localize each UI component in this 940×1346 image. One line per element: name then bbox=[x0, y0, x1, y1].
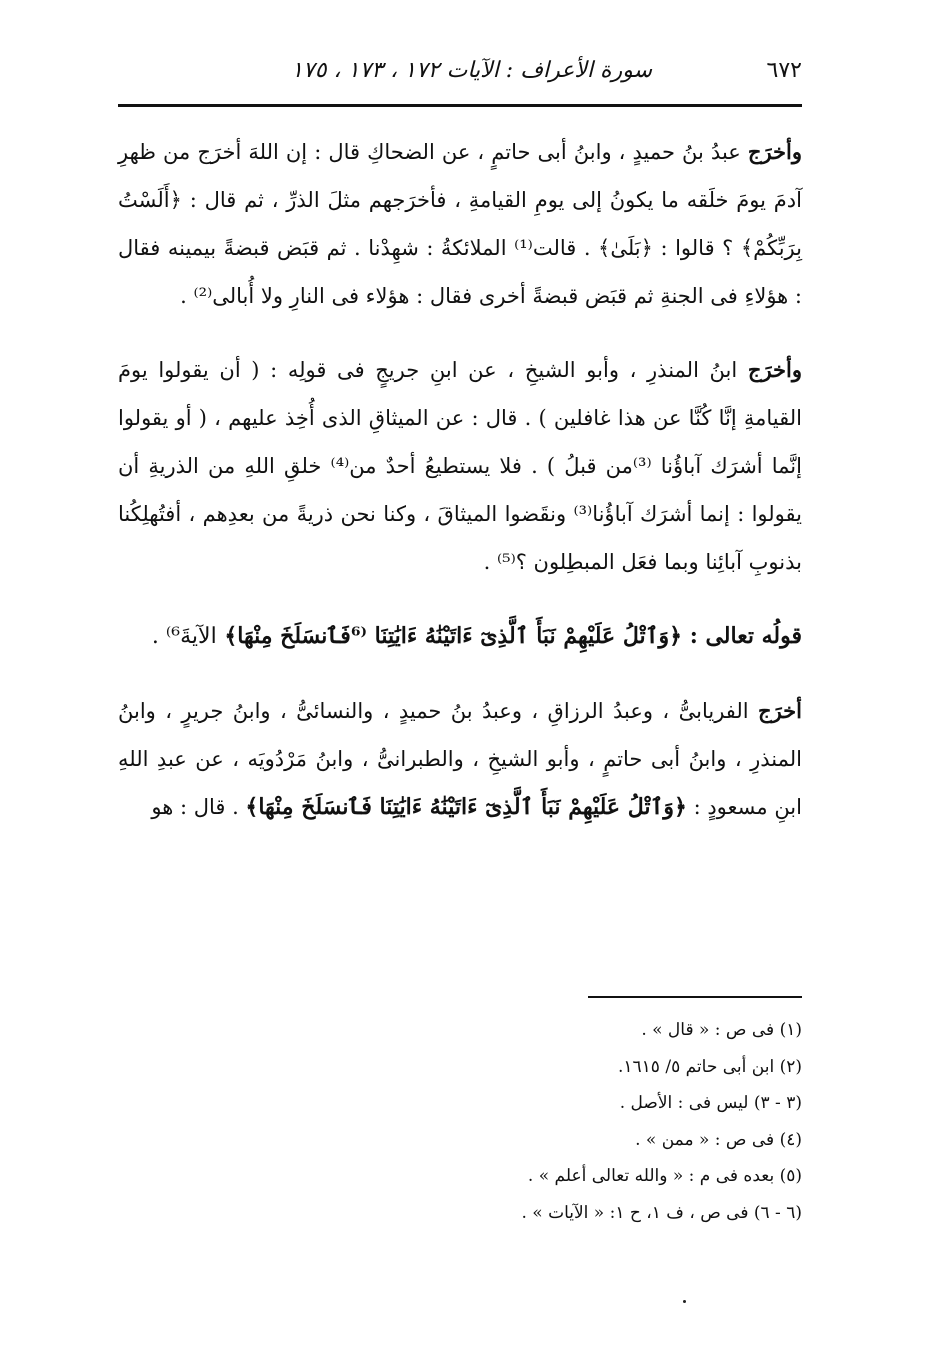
paragraph-text: الفريابىُّ ، وعبدُ الرزاقِ ، وعبدُ بنُ حميدٍ ، والنسائىُّ ، وابنُ جريرٍ ، وابنُ المنذرِ ، وابنُ أبى حاتمٍ ، وأبو الشيخِ ، والطبرانىُّ ، وابنُ مَرْدُويَه ، عن عبدِ اللهِ ابنِ مسعودٍ : bbox=[118, 699, 802, 819]
page-number: ٦٧٢ bbox=[766, 58, 802, 83]
footnote: (٦ - ٦) فى ص ، ف ١، ح ١: « الآيات » . bbox=[521, 1202, 802, 1223]
footnotes bbox=[202, 1012, 802, 1231]
paragraph-text: عبدُ بنُ حميدٍ ، وابنُ أبى حاتمٍ ، عن الضحاكِ قال : إن اللهَ أخرَج من ظهرِ آدمَ يومَ خلَقه ما يكونُ إلى يومِ القيامةِ ، فأخرَجهم مثلَ الذرِّ ، ثم قال : ﴿أَلَسْتُ بِرَبِّكُمْ﴾ ؟ قالوا : ﴿بَلَىٰ﴾ . قالت⁽¹⁾ الملائكةُ : شهِدْنا . ثم قبَض قبضةً بيمينه فقال : هؤلاءِ فى الجنةِ ثم قبَض قبضةً أخرى فقال : هؤلاء فى النارِ ولا أُبالى⁽²⁾ . bbox=[118, 140, 802, 308]
paragraph-text: . قال : هو bbox=[151, 795, 246, 819]
body-text bbox=[118, 128, 802, 857]
verse-heading-lead: قولُه تعالى : bbox=[689, 623, 802, 649]
footnote: (٤) فى ص : « ممن » . bbox=[635, 1129, 802, 1150]
quran-verse: ﴿وَٱتْلُ عَلَيْهِمْ نَبَأَ ٱلَّذِىٓ ءَاتَيْنَٰهُ ءَايَٰتِنَا فَٱنسَلَخَ مِنْهَا﴾ bbox=[245, 794, 687, 820]
paragraph-lead: وأخرَج bbox=[747, 357, 802, 382]
paragraph-lead: أخرَج bbox=[758, 698, 802, 723]
paragraph-text: الآيةَ⁶⁾ . bbox=[151, 624, 217, 649]
footnote: (٢) ابن أبى حاتم ٥/ ١٦١٥. bbox=[617, 1056, 802, 1077]
header-rule bbox=[118, 104, 802, 107]
paragraph-text: ابنُ المنذرِ ، وأبو الشيخِ ، عن ابنِ جريجٍ فى قولِه : ( أن يقولوا يومَ القيامةِ إنَّا كُنَّا عن هذا غافلين ) . قال : عن الميثاقِ الذى أُخِذ عليهم ، ( أو يقولوا إنَّما أشرَك آباؤُنا ⁽³⁾من قبلُ ) . فلا يستطيعُ أحدٌ من⁽⁴⁾ خلقِ اللهِ من الذريةِ أن يقولوا : إنما أشرَك آباؤُنا⁽³⁾ ونقَضوا الميثاقَ ، وكنا نحن ذريةً من بعدِهم ، أفتُهلِكُنا بذنوبِ آبائِنا وبما فعَل المبطِلون ؟⁽⁵⁾ . bbox=[118, 358, 802, 574]
footnote: (٥) بعده فى م : « والله تعالى أعلم » . bbox=[527, 1166, 802, 1186]
footnote-rule bbox=[588, 996, 802, 998]
running-title: سورة الأعراف : الآيات ١٧٢ ، ١٧٣ ، ١٧٥ bbox=[291, 58, 652, 83]
paragraph-4 bbox=[118, 687, 802, 831]
paragraph-lead: وأخرَج bbox=[747, 139, 802, 164]
page-header bbox=[118, 48, 802, 100]
footnote: (٣ - ٣) ليس فى : الأصل . bbox=[619, 1093, 802, 1113]
quran-verse: ﴿وَٱتْلُ عَلَيْهِمْ نَبَأَ ٱلَّذِىٓ ءَاتَيْنَٰهُ ءَايَٰتِنَا ⁽⁶فَٱنسَلَخَ مِنْهَا﴾ bbox=[216, 623, 690, 649]
paragraph-1 bbox=[118, 128, 802, 320]
verse-heading bbox=[118, 612, 802, 661]
footnote: (١) فى ص : « قال » . bbox=[641, 1020, 802, 1040]
scan-speck bbox=[683, 1300, 686, 1303]
paragraph-2 bbox=[118, 346, 802, 586]
